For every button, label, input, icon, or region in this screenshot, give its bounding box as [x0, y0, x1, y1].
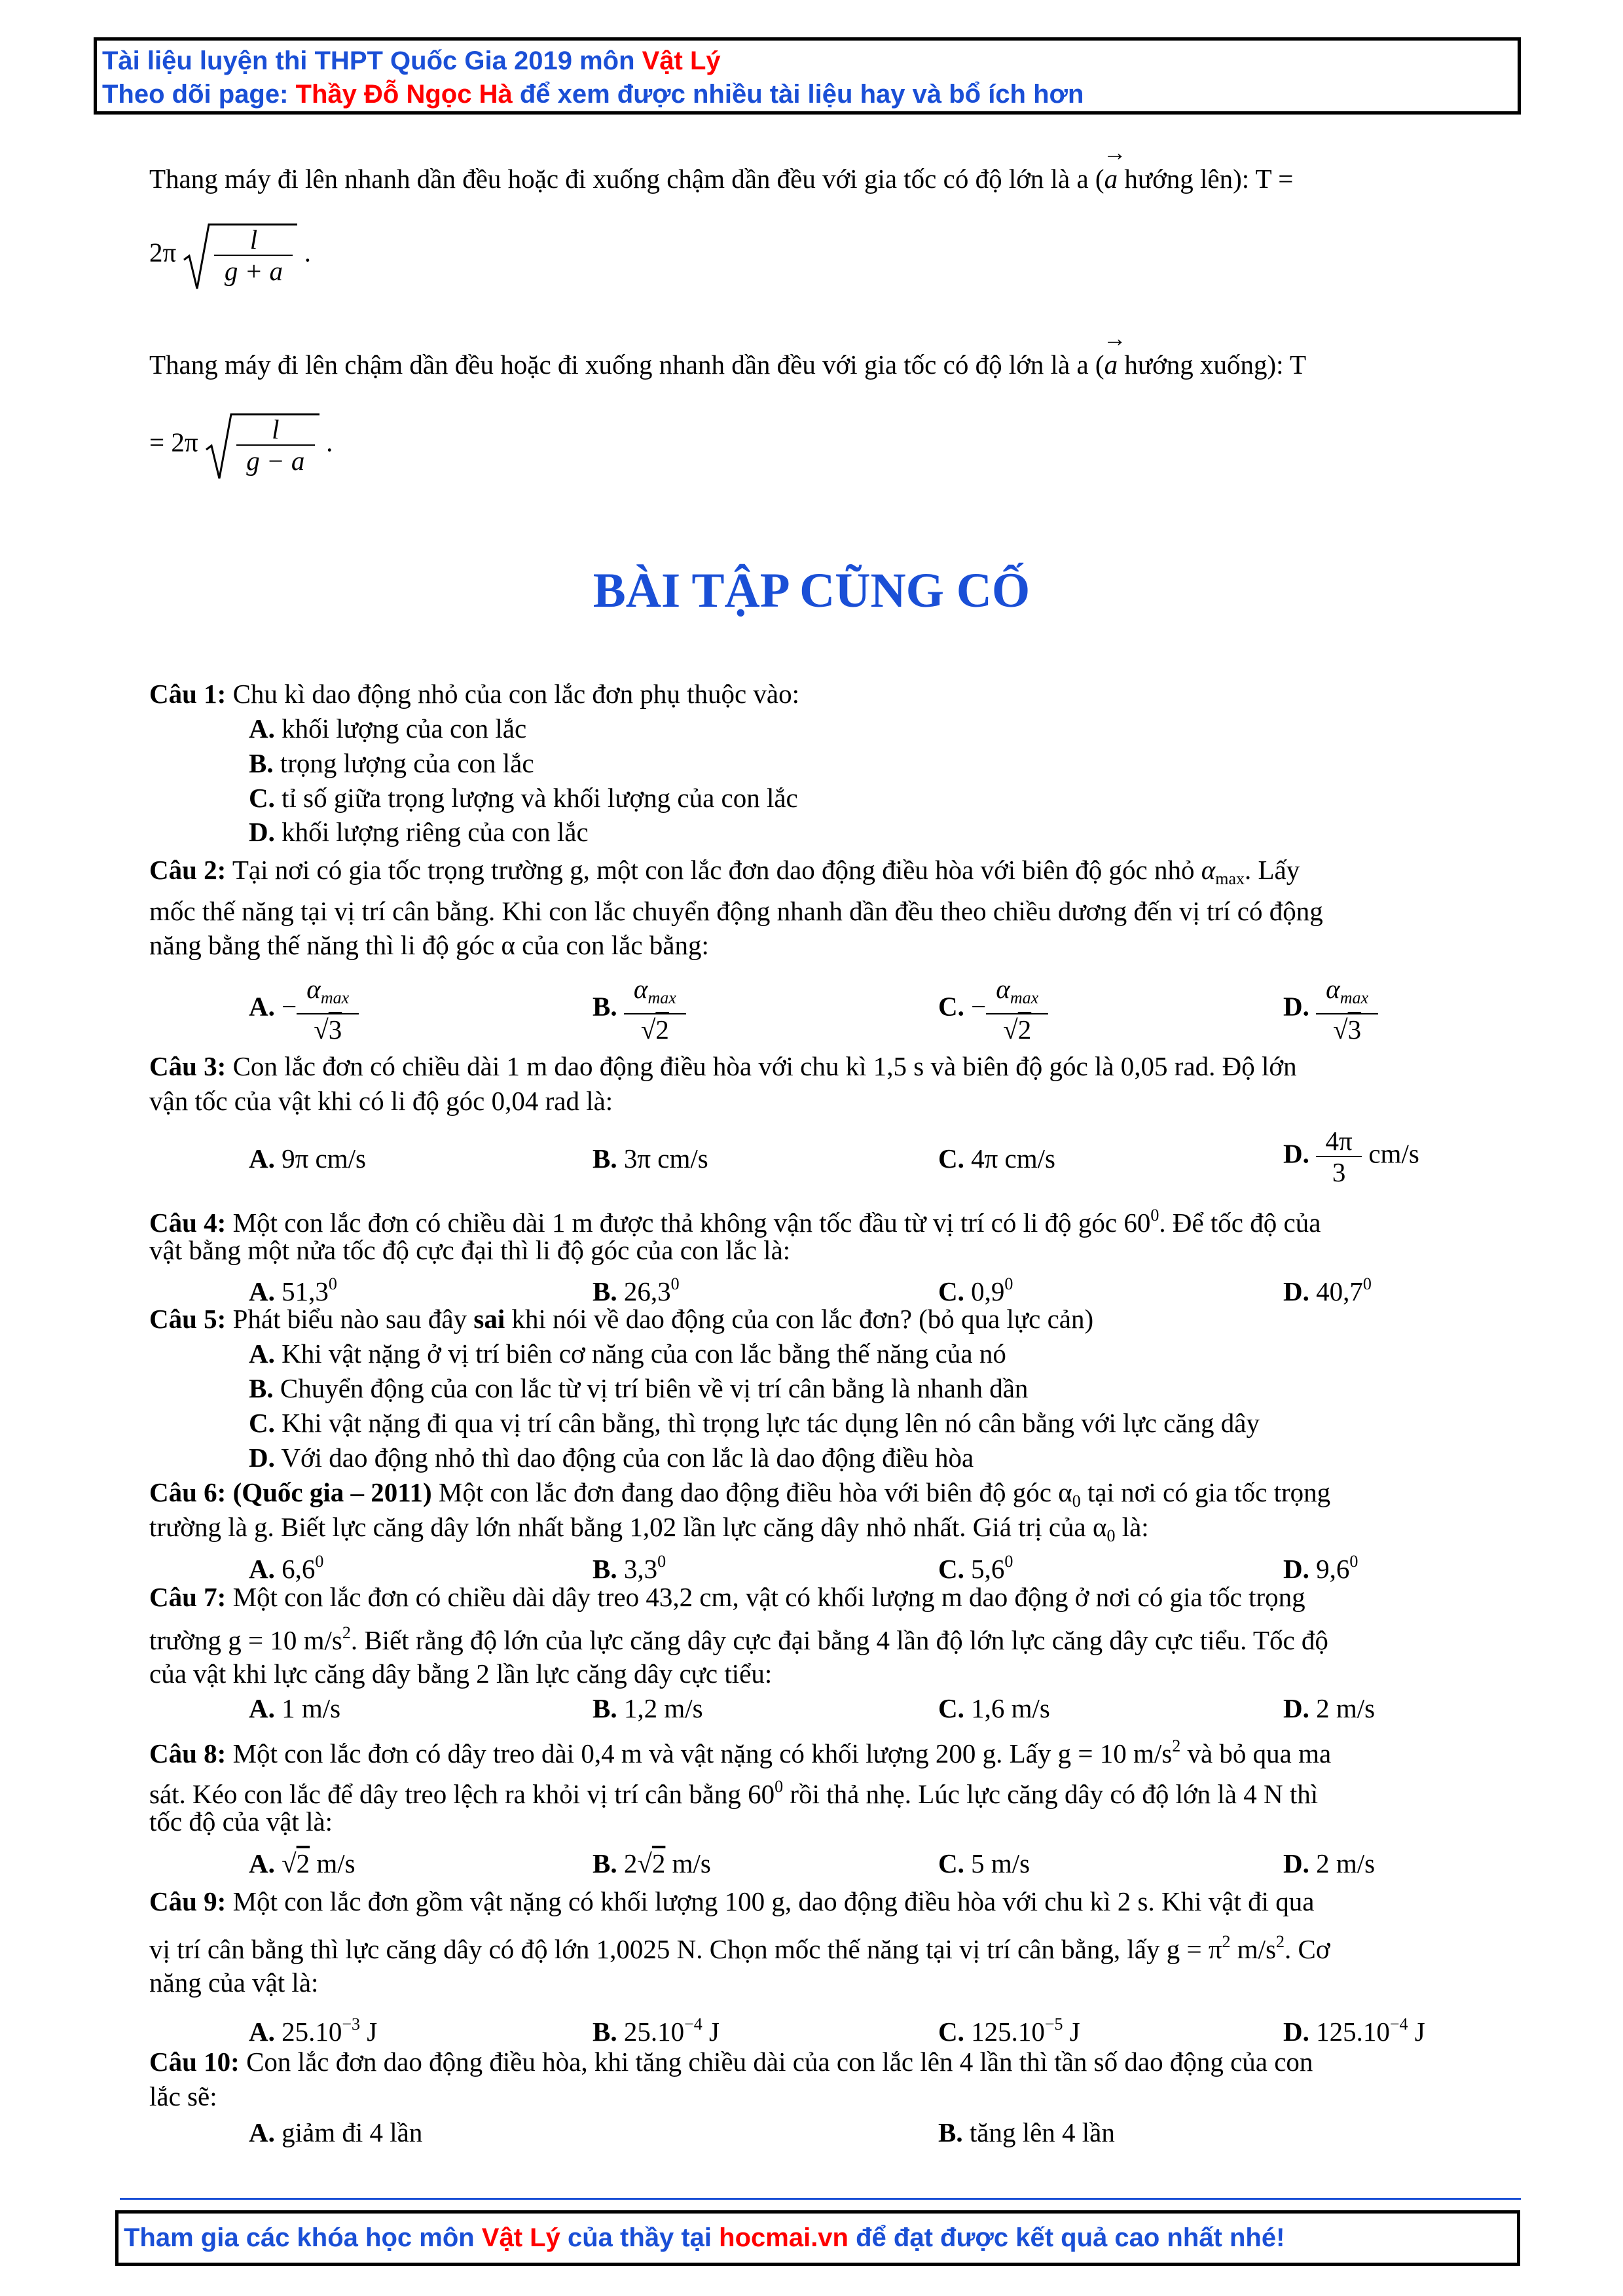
q9-option-d: D. $125.10^{-4}$ J: [1283, 2015, 1425, 2047]
q6-option-b: B. $3,3^0$: [593, 1552, 666, 1584]
header-line-1: Tài liệu luyện thi THPT Quốc Gia 2019 môn Vật Lý: [102, 46, 721, 75]
q3-option-a: A. 9π cm/s: [249, 1143, 366, 1174]
q6-option-c: C. $5,6^0$: [938, 1552, 1013, 1584]
question-2-line-2: mốc thế năng tại vị trí cân bằng. Khi con lắc chuyển động nhanh dần đều theo chiều dương đến vị trí có động: [149, 896, 1323, 926]
question-7: Câu 7: Một con lắc đơn có chiều dài dây treo 43,2 cm, vật có khối lượng m dao động ở nơi có gia tốc trọng: [149, 1582, 1305, 1612]
q5-option-a: A. Khi vật nặng ở vị trí biên cơ năng của con lắc bằng thế năng của nó: [249, 1338, 1006, 1369]
q2-option-a: A. − $\frac{\alpha_{max}}{√3}$: [249, 974, 359, 1045]
q3-option-c: C. 4π cm/s: [938, 1143, 1055, 1174]
hocmai-link: hocmai.vn: [719, 2223, 848, 2252]
q2-option-c: C. − $\frac{\alpha_{max}}{√2}$: [938, 974, 1048, 1045]
q10-option-b: B. tăng lên 4 lần: [938, 2117, 1115, 2147]
q5-option-c: C. Khi vật nặng đi qua vị trí cân bằng, thì trọng lực tác dụng lên nó cân bằng với lực căng dây: [249, 1408, 1260, 1438]
q2-option-d: D. $\frac{\alpha_{max}}{√3}$: [1283, 974, 1378, 1045]
q8-option-a: A. √2 m/s: [249, 1848, 356, 1878]
q1-option-b: B. trọng lượng của con lắc: [249, 748, 534, 778]
question-4-line-2: vật bằng một nửa tốc độ cực đại thì li độ góc của con lắc là:: [149, 1235, 791, 1265]
question-9-line-2: vị trí cân bằng thì lực căng dây có độ lớn 1,0025 N. Chọn mốc thế năng tại vị trí cân bằng, lấy $g = \pi^2$ $m/s^2$. Cơ: [149, 1932, 1330, 1964]
q7-option-b: B. 1,2 m/s: [593, 1693, 703, 1723]
q9-option-a: A. $25.10^{-3}$ J: [249, 2015, 378, 2047]
q3-option-b: B. 3π cm/s: [593, 1143, 708, 1174]
q8-option-d: D. 2 m/s: [1283, 1848, 1376, 1878]
sqrt-symbol: $\frac{l}{g + a}$: [183, 219, 297, 291]
q1-option-c: C. tỉ số giữa trọng lượng và khối lượng của con lắc: [249, 783, 798, 813]
question-2: Câu 2: Tại nơi có gia tốc trọng trường g, một con lắc đơn dao động điều hòa với biên độ góc nhỏ $\alpha_{max}$. Lấy: [149, 855, 1300, 888]
intro-paragraph-1: Thang máy đi lên nhanh dần đều hoặc đi xuống chậm dần đều với gia tốc có độ lớn là a (→ a hướng lên): T =: [149, 163, 1293, 194]
q5-option-d: D. Với dao động nhỏ thì dao động của con lắc là dao động điều hòa: [249, 1443, 974, 1473]
question-6: Câu 6: (Quốc gia – 2011) Một con lắc đơn đang dao động điều hòa với biên độ góc $\alpha_0$ tại nơi có gia tốc trọng: [149, 1477, 1331, 1511]
q1-option-d: D. khối lượng riêng của con lắc: [249, 817, 589, 847]
q9-option-c: C. $125.10^{-5}$ J: [938, 2015, 1080, 2047]
header-line-2: Theo dõi page: Thầy Đỗ Ngọc Hà để xem được nhiều tài liệu hay và bổ ích hơn: [102, 80, 1084, 109]
question-7-line-2: trường g = 10 $m/s^2$. Biết rằng độ lớn của lực căng dây cực đại bằng 4 lần độ lớn lực căng dây cực tiểu. Tốc độ: [149, 1623, 1328, 1655]
q1-option-a: A. khối lượng của con lắc: [249, 713, 527, 744]
question-3: Câu 3: Con lắc đơn có chiều dài 1 m dao động điều hòa với chu kì 1,5 s và biên độ góc là 0,05 rad. Độ lớn: [149, 1051, 1297, 1081]
question-9: Câu 9: Một con lắc đơn gồm vật nặng có khối lượng 100 g, dao động điều hòa với chu kì 2 s. Khi vật đi qua: [149, 1886, 1315, 1916]
q4-option-d: D. 40,7$^0$: [1283, 1274, 1372, 1306]
question-7-line-3: của vật khi lực căng dây bằng 2 lần lực căng dây cực tiểu:: [149, 1659, 773, 1689]
q7-option-d: D. 2 m/s: [1283, 1693, 1376, 1723]
q3-option-d: D. $\frac{4\pi}{3}$ cm/s: [1283, 1126, 1419, 1187]
q7-option-c: C. 1,6 m/s: [938, 1693, 1050, 1723]
question-10-line-2: lắc sẽ:: [149, 2081, 217, 2111]
q4-option-b: B. 26,3$^0$: [593, 1274, 680, 1306]
q8-option-c: C. 5 m/s: [938, 1848, 1030, 1878]
question-2-line-3: năng bằng thế năng thì li độ góc α của con lắc bằng:: [149, 930, 709, 960]
intro-paragraph-2: Thang máy đi lên chậm dần đều hoặc đi xuống nhanh dần đều với gia tốc có độ lớn là a (→ a hướng xuống): T: [149, 349, 1306, 380]
question-4: Câu 4: Một con lắc đơn có chiều dài 1 m được thả không vận tốc đầu từ vị trí có li độ góc $60^0$. Để tốc độ của: [149, 1206, 1321, 1238]
q8-option-b: B. 2√2 m/s: [593, 1848, 711, 1878]
question-10: Câu 10: Con lắc đơn dao động điều hòa, khi tăng chiều dài của con lắc lên 4 lần thì tần số dao động của con: [149, 2047, 1313, 2077]
q7-option-a: A. 1 m/s: [249, 1693, 341, 1723]
q9-option-b: B. $25.10^{-4}$ J: [593, 2015, 720, 2047]
q10-option-a: A. giảm đi 4 lần: [249, 2117, 423, 2147]
formula-period-up: 2π $\frac{l}{g + a}$ .: [149, 219, 311, 291]
question-9-line-3: năng của vật là:: [149, 1967, 319, 1998]
question-1: Câu 1: Chu kì dao động nhỏ của con lắc đơn phụ thuộc vào:: [149, 679, 800, 709]
question-6-line-2: trường là g. Biết lực căng dây lớn nhất bằng 1,02 lần lực căng dây nhỏ nhất. Giá trị của $\alpha_0$ là:: [149, 1512, 1149, 1545]
question-8-line-2: sát. Kéo con lắc để dây treo lệch ra khỏi vị trí cân bằng $60^0$ rồi thả nhẹ. Lúc lực căng dây có độ lớn là 4 N thì: [149, 1777, 1319, 1809]
q4-option-c: C. $0,9^0$: [938, 1274, 1013, 1306]
question-5: Câu 5: Phát biểu nào sau đây sai khi nói về dao động của con lắc đơn? (bỏ qua lực cản): [149, 1304, 1094, 1334]
question-8: Câu 8: Một con lắc đơn có dây treo dài 0,4 m và vật nặng có khối lượng 200 g. Lấy g = 10 $m/s^2$ và bỏ qua ma: [149, 1736, 1332, 1768]
q4-option-a: A. 51,3$^0$: [249, 1274, 337, 1306]
section-title: BÀI TẬP CŨNG CỐ: [593, 564, 1030, 618]
q6-option-a: A. $6,6^0$: [249, 1552, 324, 1584]
footer-divider: [120, 2198, 1521, 2200]
q2-option-b: B. $\frac{\alpha_{max}}{√2}$: [593, 974, 686, 1045]
question-3-line-2: vận tốc của vật khi có li độ góc 0,04 rad là:: [149, 1086, 613, 1116]
page-footer: Tham gia các khóa học môn Vật Lý của thầy tại hocmai.vn để đạt được kết quả cao nhất nhé!: [115, 2210, 1520, 2266]
page-header: [94, 37, 1521, 115]
formula-period-down: = 2π $\frac{l}{g - a}$ .: [149, 409, 333, 481]
q5-option-b: B. Chuyển động của con lắc từ vị trí biên về vị trí cân bằng là nhanh dần: [249, 1373, 1029, 1403]
sqrt-symbol: $\frac{l}{g - a}$: [205, 409, 319, 481]
question-8-line-3: tốc độ của vật là:: [149, 1806, 333, 1837]
q6-option-d: D. $9,6^0$: [1283, 1552, 1359, 1584]
